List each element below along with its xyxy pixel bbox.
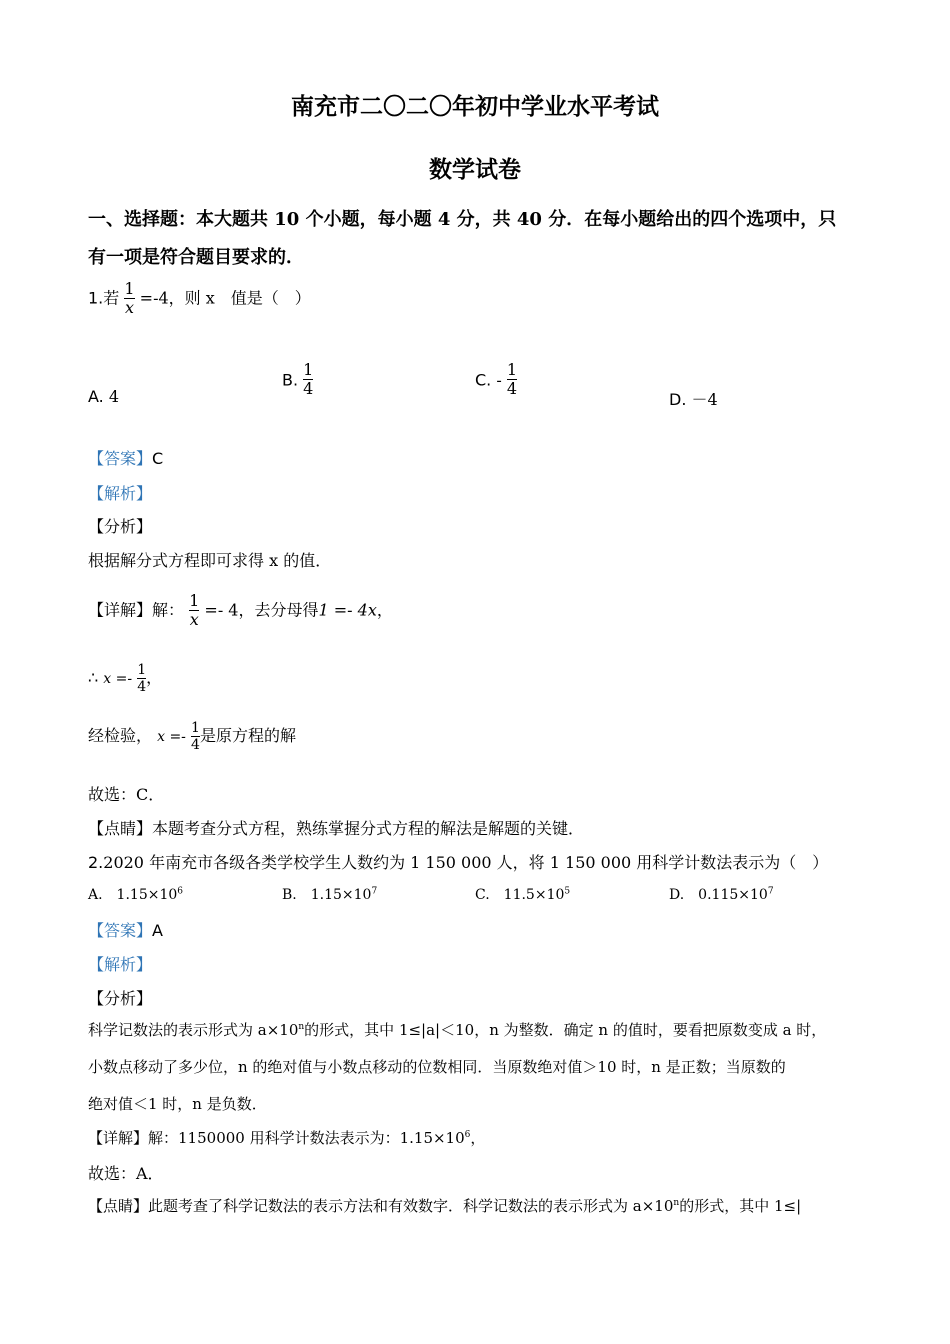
q1-answer	[88, 446, 163, 469]
q1-number: 1.	[88, 288, 104, 308]
q1-choose: 故选：C．	[88, 785, 165, 804]
page-title: 南充市二〇二〇年初中学业水平考试	[291, 93, 659, 120]
q1-check-fraction	[191, 721, 200, 752]
q2-detail	[88, 1127, 485, 1148]
section-heading-line1: 一、选择题：本大题共 10 个小题，每小题 4 分，共 40 分．在每小题给出的四个选项中，只	[88, 209, 837, 230]
q1-dianjing-text: 本题考查分式方程，熟练掌握分式方程的解法是解题的关键．	[152, 819, 585, 838]
section-heading-line2: 有一项是符合题目要求的．	[88, 247, 304, 268]
q2-option-b-exp: 7	[371, 886, 378, 897]
q1-option-c-fraction	[507, 362, 517, 398]
q1-stem-pre: 若	[103, 288, 120, 308]
q2-fenxi-line1	[88, 1019, 826, 1040]
q1-option-d-label: D.	[669, 390, 687, 409]
q1-option-b-den: 4	[303, 378, 314, 398]
q1-step	[88, 663, 162, 694]
q1-detail-eq2: 1 =- 4x	[318, 600, 377, 620]
q1-therefore: ∴	[88, 668, 99, 688]
q1-dianjing-tag: 【点睛】	[88, 819, 153, 838]
q2-number: 2.	[88, 853, 104, 872]
q2-option-c-text: C. 11.5×10	[475, 887, 565, 903]
q2-fenxi-tag: 【分析】	[88, 989, 153, 1008]
q1-dianjing	[88, 816, 584, 839]
q1-check-num: 1	[191, 720, 200, 736]
q2-dianjing-b: 的形式，其中 1≤|	[679, 1197, 802, 1215]
q2-detail-tag: 【详解】	[88, 1129, 149, 1147]
page-subtitle: 数学试卷	[429, 156, 521, 183]
q1-option-c-den: 4	[506, 378, 518, 398]
q2-fenxi-line2: 小数点移动了多少位，n 的绝对值与小数点移动的位数相同．当原数绝对值＞10 时，n 是正数；当原数的	[88, 1058, 786, 1076]
q2-fenxi-1b: 的形式，其中 1≤|a|＜10，n 为整数．确定 n 的值时，要看把原数变成 a 时，	[304, 1021, 827, 1039]
q2-stem-text: 2020 年南充市各级各类学校学生人数约为 1 150 000 人，将 1 150 000 用科学计数法表示为（ ）	[103, 853, 829, 872]
q1-detail-pre: 解：	[152, 600, 185, 620]
q1-fenxi-tag: 【分析】	[88, 517, 153, 536]
q1-check-pre: 经检验，	[88, 726, 153, 746]
q1-stem-post: ，则 x 值是（ ）	[168, 288, 311, 308]
q1-option-a-value: 4	[108, 387, 120, 406]
q2-fenxi-line3: 绝对值＜1 时，n 是负数．	[88, 1095, 267, 1113]
q1-detail-eq: =- 4	[204, 600, 239, 620]
q2-detail-exp: 6	[464, 1130, 471, 1140]
q2-stem	[88, 850, 828, 873]
q1-step-fraction	[137, 663, 146, 694]
q1-detail	[88, 593, 393, 629]
q2-option-c-exp: 5	[564, 886, 571, 897]
q1-check-den: 4	[191, 736, 200, 753]
q2-answer-tag: 【答案】	[88, 921, 153, 940]
q1-option-c	[475, 362, 517, 398]
q2-option-a-text: A. 1.15×10	[88, 887, 178, 903]
q1-option-a-label: A.	[88, 387, 104, 406]
q1-check	[88, 721, 296, 752]
q1-option-d	[669, 387, 718, 410]
q2-dianjing	[88, 1195, 801, 1216]
q1-option-b-label: B.	[282, 370, 299, 390]
q2-dianjing-tag: 【点睛】	[88, 1197, 149, 1215]
q1-stem-eq: =-4	[139, 288, 169, 308]
q2-dianjing-exp: n	[673, 1198, 680, 1208]
q2-dianjing-a: 此题考查了科学记数法的表示方法和有效数字．科学记数法的表示形式为 a×10	[148, 1197, 674, 1215]
q2-option-b-text: B. 1.15×10	[282, 887, 372, 903]
q1-frac-den: x	[124, 297, 134, 317]
q1-stem	[88, 281, 311, 317]
q1-detail-den: x	[189, 609, 199, 629]
q2-option-d	[669, 884, 774, 904]
q1-detail-tag: 【详解】	[88, 600, 153, 620]
q2-fenxi-1exp: n	[298, 1022, 305, 1032]
q1-check-x: x =-	[157, 729, 186, 746]
q1-option-b-num: 1	[303, 360, 314, 379]
q1-fenxi-text: 根据解分式方程即可求得 x 的值．	[88, 551, 332, 570]
q1-step-x: x =-	[103, 671, 133, 688]
q2-answer-value: A	[152, 921, 163, 940]
q1-answer-tag: 【答案】	[88, 449, 153, 468]
q2-detail-b: ，	[470, 1129, 486, 1147]
q2-answer	[88, 918, 163, 941]
q1-detail-num: 1	[189, 591, 200, 610]
q1-option-b-fraction	[303, 362, 313, 398]
q1-detail-fraction	[189, 593, 199, 629]
q1-option-a	[88, 387, 119, 406]
q1-step-num: 1	[137, 662, 147, 678]
q1-check-post: 是原方程的解	[199, 726, 296, 746]
q2-option-c	[475, 884, 570, 904]
q1-step-end: ，	[146, 668, 163, 688]
q1-step-den: 4	[137, 678, 147, 695]
q2-jiexi-tag: 【解析】	[88, 955, 153, 974]
q2-choose: 故选：A．	[88, 1164, 164, 1183]
q2-fenxi-1a: 科学记数法的表示形式为 a×10	[88, 1021, 299, 1039]
q2-option-d-text: D. 0.115×10	[669, 887, 768, 903]
q1-option-c-sign: -	[496, 370, 502, 390]
q2-option-a	[88, 884, 183, 904]
q1-jiexi-tag: 【解析】	[88, 484, 153, 503]
q1-option-c-label: C.	[475, 370, 492, 390]
q2-detail-a: 解：1150000 用科学计数法表示为：1.15×10	[148, 1129, 465, 1147]
q1-frac-num: 1	[124, 279, 135, 298]
q2-option-b	[282, 884, 377, 904]
q1-option-d-value: －4	[691, 390, 718, 409]
q1-option-b	[282, 362, 313, 398]
q1-answer-value: C	[152, 449, 164, 468]
q2-option-d-exp: 7	[767, 886, 774, 897]
q1-fraction	[124, 281, 134, 317]
q1-option-c-num: 1	[506, 360, 518, 379]
q1-detail-end: ，	[376, 600, 393, 620]
q1-detail-mid: ，去分母得	[238, 600, 319, 620]
q2-option-a-exp: 6	[177, 886, 184, 897]
